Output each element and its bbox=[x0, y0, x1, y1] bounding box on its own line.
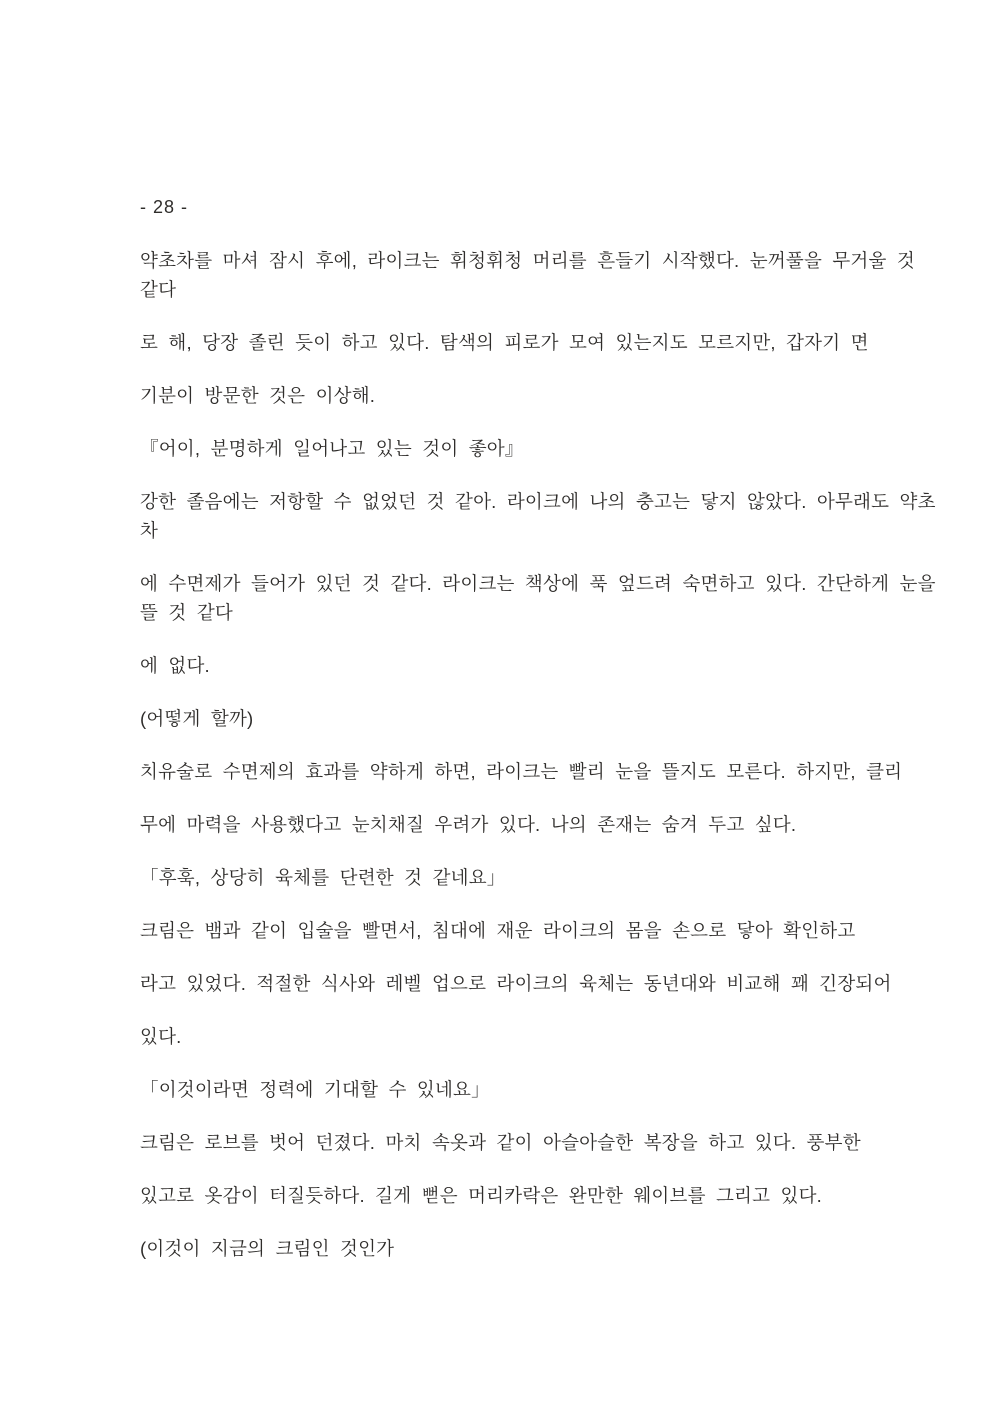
paragraph bbox=[140, 1234, 880, 1263]
page-number: - 28 - bbox=[140, 197, 189, 217]
paragraph bbox=[140, 569, 936, 627]
text-line: 차 bbox=[140, 520, 159, 541]
paragraph bbox=[140, 863, 880, 892]
paragraph bbox=[140, 757, 903, 786]
paragraph bbox=[140, 1128, 880, 1157]
text-line: 강한 졸음에는 저항할 수 없었던 것 같아. 라이크에 나의 충고는 닿지 않았다. 아무래도 약초 bbox=[140, 491, 936, 512]
text-line: 크림은 로브를 벗어 던졌다. 마치 속옷과 같이 아슬아슬한 복장을 하고 있다. 풍부한 bbox=[140, 1132, 861, 1153]
text-line: 치유술로 수면제의 효과를 약하게 하면, 라이크는 빨리 눈을 뜰지도 모른다. 하지만, 클리 bbox=[140, 761, 903, 782]
paragraph bbox=[140, 651, 880, 680]
text-line: 크림은 뱀과 같이 입술을 빨면서, 침대에 재운 라이크의 몸을 손으로 닿아 확인하고 bbox=[140, 920, 856, 941]
text-line: 「후훅, 상당히 육체를 단련한 것 같네요」 bbox=[140, 867, 506, 888]
paragraph bbox=[140, 434, 880, 463]
paragraph bbox=[140, 1075, 880, 1104]
paragraph bbox=[140, 704, 880, 733]
paragraph bbox=[140, 916, 880, 945]
text-line: (어떻게 할까) bbox=[140, 708, 254, 729]
text-line: 뜰 것 같다 bbox=[140, 602, 233, 623]
text-line: 있다. bbox=[140, 1026, 182, 1047]
text-line: 무에 마력을 사용했다고 눈치채질 우려가 있다. 나의 존재는 숨겨 두고 싶다. bbox=[140, 814, 797, 835]
page-content bbox=[140, 193, 936, 1287]
text-line: 약초차를 마셔 잠시 후에, 라이크는 휘청휘청 머리를 흔들기 시작했다. 눈꺼풀을 무거울 것 bbox=[140, 250, 915, 271]
paragraph bbox=[140, 1181, 880, 1210]
text-line: 에 수면제가 들어가 있던 것 같다. 라이크는 책상에 푹 엎드려 숙면하고 있다. 간단하게 눈을 bbox=[140, 573, 936, 594]
text-line: (이것이 지금의 크림인 것인가 bbox=[140, 1238, 395, 1259]
paragraph bbox=[140, 1022, 880, 1051]
text-line: 『어이, 분명하게 일어나고 있는 것이 좋아』 bbox=[140, 438, 524, 459]
paragraph bbox=[140, 969, 892, 998]
text-line: 라고 있었다. 적절한 식사와 레벨 업으로 라이크의 육체는 동년대와 비교해 꽤 긴장되어 bbox=[140, 973, 892, 994]
paragraph bbox=[140, 810, 880, 839]
paragraph bbox=[140, 487, 936, 545]
paragraph bbox=[140, 381, 880, 410]
text-line: 있고로 옷감이 터질듯하다. 길게 뻗은 머리카락은 완만한 웨이브를 그리고 있다. bbox=[140, 1185, 823, 1206]
text-line: 같다 bbox=[140, 279, 177, 300]
paragraph bbox=[140, 246, 915, 304]
text-line: 기분이 방문한 것은 이상해. bbox=[140, 385, 376, 406]
paragraph bbox=[140, 328, 880, 357]
text-line: 로 해, 당장 졸린 듯이 하고 있다. 탐색의 피로가 모여 있는지도 모르지만, 갑자기 면 bbox=[140, 332, 869, 353]
text-line: 「이것이라면 정력에 기대할 수 있네요」 bbox=[140, 1079, 490, 1100]
text-line: 에 없다. bbox=[140, 655, 210, 676]
